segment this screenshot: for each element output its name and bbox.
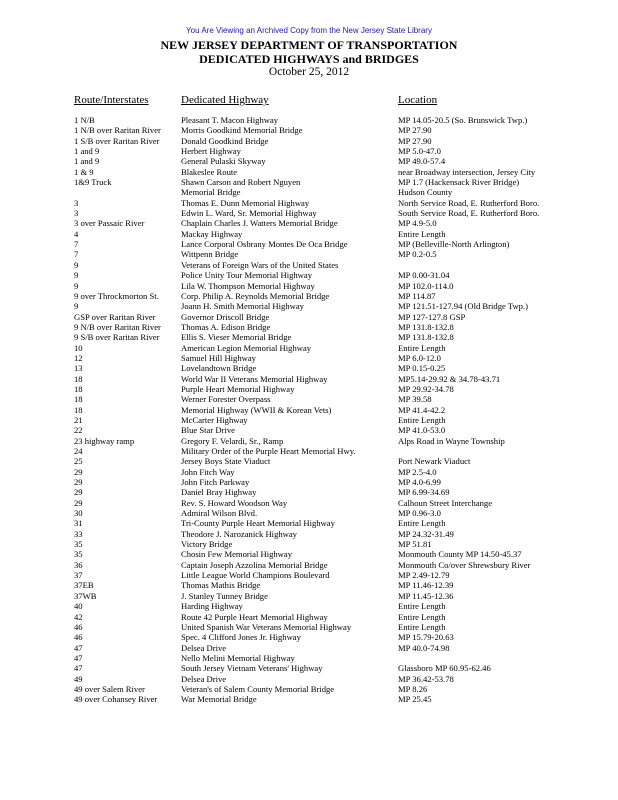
table-row	[0, 467, 618, 477]
location-cell: MP 8.26	[398, 683, 428, 694]
route-cell: 42	[74, 611, 83, 622]
highway-cell: General Pulaski Skyway	[181, 156, 266, 167]
route-cell: 18	[74, 404, 83, 415]
table-row	[0, 632, 618, 642]
table-row	[0, 322, 618, 332]
route-cell: 37WB	[74, 590, 97, 601]
location-cell: Entire Length	[398, 228, 446, 239]
highway-cell: McCarter Highway	[181, 414, 248, 425]
table-row	[0, 405, 618, 415]
document-date: October 25, 2012	[268, 66, 350, 78]
route-cell: 1 S/B over Raritan River	[74, 135, 160, 146]
route-cell: 36	[74, 559, 83, 570]
highway-cell: J. Stanley Tunney Bridge	[181, 590, 268, 601]
highway-cell: Memorial Highway (WWII & Korean Vets)	[181, 404, 332, 415]
table-row	[0, 249, 618, 259]
highway-cell: John Fitch Parkway	[181, 477, 250, 488]
route-cell: 46	[74, 632, 83, 643]
highway-cell: Daniel Bray Highway	[181, 487, 257, 498]
table-row	[0, 529, 618, 539]
route-cell: 22	[74, 425, 83, 436]
route-cell: 33	[74, 528, 83, 539]
location-cell: MP 127-127.8 GSP	[398, 311, 466, 322]
location-cell: Port Newark Viaduct	[398, 456, 471, 467]
table-row	[0, 456, 618, 466]
route-cell: 29	[74, 487, 83, 498]
table-row	[0, 239, 618, 249]
highway-cell: Gregory F. Velardi, Sr., Ramp	[181, 435, 284, 446]
table-row	[0, 198, 618, 208]
route-cell: 9 N/B over Raritan River	[74, 321, 161, 332]
highway-cell: Werner Forester Overpass	[181, 394, 271, 405]
table-row	[0, 487, 618, 497]
location-cell: MP 49.0-57.4	[398, 156, 446, 167]
dedications-table	[0, 115, 618, 705]
location-cell: MP 1.7 (Hackensack River Bridge)	[398, 177, 520, 188]
table-row	[0, 353, 618, 363]
route-cell: 23 highway ramp	[74, 435, 135, 446]
route-cell: 9	[74, 259, 79, 270]
location-cell: MP 5.0-47.0	[398, 146, 441, 157]
table-row	[0, 477, 618, 487]
route-cell: 40	[74, 601, 83, 612]
location-cell: Hudson County	[398, 187, 453, 198]
location-cell: MP 2.5-4.0	[398, 466, 437, 477]
highway-cell: Joann H. Smith Memorial Highway	[181, 301, 304, 312]
route-cell: 7	[74, 239, 79, 250]
location-cell: MP 51.81	[398, 539, 432, 550]
highway-cell: Herbert Highway	[181, 146, 241, 157]
highway-cell: Lance Corporal Osbrany Montes De Oca Bridge	[181, 239, 348, 250]
highway-cell: Admiral Wilson Blvd.	[181, 508, 258, 519]
route-cell: 9	[74, 270, 79, 281]
table-row	[0, 425, 618, 435]
route-cell: 1 and 9	[74, 156, 100, 167]
highway-cell: United Spanish War Veterans Memorial Highway	[181, 621, 352, 632]
table-row	[0, 415, 618, 425]
route-cell: 47	[74, 652, 83, 663]
highway-cell: Samuel Hill Highway	[181, 352, 256, 363]
table-row	[0, 384, 618, 394]
location-cell: MP 25.45	[398, 694, 432, 705]
location-cell: MP 11.46-12.39	[398, 580, 454, 591]
location-cell: Alps Road in Wayne Township	[398, 435, 505, 446]
location-cell: MP 36.42-53.78	[398, 673, 454, 684]
highway-cell: Ellis S. Vieser Memorial Bridge	[181, 332, 292, 343]
table-row	[0, 663, 618, 673]
location-cell: MP 14.05-20.5 (So. Brunswick Twp.)	[398, 115, 528, 125]
route-cell: 35	[74, 549, 83, 560]
archive-banner: You Are Viewing an Archived Copy from the New Jersey State Library	[186, 26, 432, 35]
highway-cell: Pleasant T. Macon Highway	[181, 115, 279, 125]
route-cell: 47	[74, 663, 83, 674]
highway-cell: South Jersey Vietnam Veterans' Highway	[181, 663, 323, 674]
location-cell: MP 6.99-34.69	[398, 487, 450, 498]
highway-cell: Mackay Highway	[181, 228, 243, 239]
document-title: NEW JERSEY DEPARTMENT OF TRANSPORTATION	[160, 38, 458, 52]
location-cell: near Broadway intersection, Jersey City	[398, 166, 536, 177]
table-row	[0, 498, 618, 508]
table-row	[0, 394, 618, 404]
table-row	[0, 156, 618, 166]
highway-cell: John Fitch Way	[181, 466, 235, 477]
highway-cell: Blue Star Drive	[181, 425, 235, 436]
highway-cell: Thomas A. Edison Bridge	[181, 321, 271, 332]
highway-cell: Military Order of the Purple Heart Memorial Hwy.	[181, 446, 356, 456]
table-row	[0, 229, 618, 239]
location-cell: MP 2.49-12.79	[398, 570, 450, 581]
table-row	[0, 549, 618, 559]
location-cell: MP 24.32-31.49	[398, 528, 454, 539]
route-cell: 13	[74, 363, 83, 374]
highway-cell: War Memorial Bridge	[181, 694, 257, 705]
route-cell: 46	[74, 621, 83, 632]
column-header-location: Location	[398, 94, 438, 106]
table-row	[0, 208, 618, 218]
highway-cell: Tri-County Purple Heart Memorial Highway	[181, 518, 335, 529]
highway-cell: Lila W. Thompson Memorial Highway	[181, 280, 315, 291]
location-cell: MP 15.79-20.63	[398, 632, 454, 643]
location-cell: Entire Length	[398, 611, 446, 622]
highway-cell: Victory Bridge	[181, 539, 233, 550]
table-row	[0, 270, 618, 280]
route-cell: 49	[74, 673, 83, 684]
table-row	[0, 363, 618, 373]
location-cell: MP 29.92-34.78	[398, 383, 454, 394]
location-cell: MP 121.51-127.94 (Old Bridge Twp.)	[398, 301, 528, 312]
highway-cell: World War II Veterans Memorial Highway	[181, 373, 328, 384]
highway-cell: Delsea Drive	[181, 642, 227, 653]
location-cell: MP 0.00-31.04	[398, 270, 450, 281]
table-row	[0, 539, 618, 549]
table-row	[0, 218, 618, 228]
location-cell: MP (Belleville-North Arlington)	[398, 239, 510, 250]
table-row	[0, 125, 618, 135]
highway-cell: Route 42 Purple Heart Memorial Highway	[181, 611, 328, 622]
highway-cell: Governor Driscoll Bridge	[181, 311, 270, 322]
location-cell: MP 0.96-3.0	[398, 508, 441, 519]
highway-cell: Jersey Boys State Viaduct	[181, 456, 271, 467]
location-cell: MP 4.0-6.99	[398, 477, 441, 488]
table-row	[0, 643, 618, 653]
table-row	[0, 343, 618, 353]
location-cell: MP 131.8-132.8	[398, 321, 454, 332]
location-cell: MP 102.0-114.0	[398, 280, 454, 291]
location-cell: Monmouth Co/over Shrewsbury River	[398, 559, 531, 570]
route-cell: 12	[74, 352, 83, 363]
route-cell: 7	[74, 249, 79, 260]
table-row	[0, 177, 618, 187]
table-row	[0, 187, 618, 197]
highway-cell: American Legion Memorial Highway	[181, 342, 312, 353]
highway-cell: Memorial Bridge	[181, 187, 241, 198]
location-cell: South Service Road, E. Rutherford Boro.	[398, 208, 540, 219]
table-row	[0, 674, 618, 684]
table-row	[0, 136, 618, 146]
route-cell: 9 over Throckmorton St.	[74, 290, 159, 301]
location-cell: MP 41.4-42.2	[398, 404, 446, 415]
document-subtitle: DEDICATED HIGHWAYS and BRIDGES	[199, 52, 419, 66]
table-row	[0, 260, 618, 270]
location-cell: Entire Length	[398, 414, 446, 425]
route-cell: 18	[74, 373, 83, 384]
highway-cell: Shawn Carson and Robert Nguyen	[181, 177, 301, 188]
highway-cell: Captain Joseph Azzolina Memorial Bridge	[181, 559, 328, 570]
route-cell: 1 N/B over Raritan River	[74, 125, 161, 136]
highway-cell: Little League World Champions Boulevard	[181, 570, 330, 581]
route-cell: 1 N/B	[74, 115, 95, 125]
location-cell: North Service Road, E. Rutherford Boro.	[398, 197, 540, 208]
location-cell: MP 40.0-74.98	[398, 642, 450, 653]
route-cell: 3	[74, 197, 79, 208]
table-row	[0, 570, 618, 580]
table-row	[0, 622, 618, 632]
location-cell: MP 11.45-12.36	[398, 590, 454, 601]
route-cell: 18	[74, 383, 83, 394]
location-cell: Glassboro MP 60.95-62.46	[398, 663, 491, 674]
route-cell: 29	[74, 477, 83, 488]
highway-cell: Harding Highway	[181, 601, 243, 612]
route-cell: 9	[74, 301, 79, 312]
highway-cell: Nello Melini Memorial Highway	[181, 652, 295, 663]
highway-cell: Donald Goodkind Bridge	[181, 135, 269, 146]
location-cell: Entire Length	[398, 518, 446, 529]
table-row	[0, 591, 618, 601]
route-cell: 18	[74, 394, 83, 405]
table-row	[0, 684, 618, 694]
table-row	[0, 560, 618, 570]
route-cell: 37	[74, 570, 83, 581]
table-row	[0, 518, 618, 528]
table-row	[0, 332, 618, 342]
route-cell: 24	[74, 446, 83, 456]
route-cell: 9	[74, 280, 79, 291]
table-row	[0, 436, 618, 446]
location-cell: Entire Length	[398, 601, 446, 612]
location-cell: MP 27.90	[398, 125, 432, 136]
highway-cell: Purple Heart Memorial Highway	[181, 383, 295, 394]
location-cell: Monmouth County MP 14.50-45.37	[398, 549, 522, 560]
highway-cell: Blakeslee Route	[181, 166, 238, 177]
highway-cell: Theodore J. Narozanick Highway	[181, 528, 297, 539]
route-cell: 10	[74, 342, 83, 353]
location-cell: MP 41.0-53.0	[398, 425, 446, 436]
route-cell: 31	[74, 518, 83, 529]
highway-cell: Edwin L. Ward, Sr. Memorial Highway	[181, 208, 317, 219]
table-row	[0, 281, 618, 291]
route-cell: 29	[74, 497, 83, 508]
table-row	[0, 601, 618, 611]
highway-cell: Rev. S. Howard Woodson Way	[181, 497, 288, 508]
location-cell: MP 39.58	[398, 394, 432, 405]
highway-cell: Thomas E. Dunn Memorial Highway	[181, 197, 310, 208]
route-cell: GSP over Raritan River	[74, 311, 156, 322]
table-row	[0, 291, 618, 301]
highway-cell: Veterans of Foreign Wars of the United States	[181, 259, 339, 270]
table-row	[0, 312, 618, 322]
route-cell: 47	[74, 642, 83, 653]
location-cell: MP5.14-29.92 & 34.78-43.71	[398, 373, 501, 384]
location-cell: MP 131.8-132.8	[398, 332, 454, 343]
location-cell: Entire Length	[398, 342, 446, 353]
route-cell: 49 over Salem River	[74, 683, 145, 694]
column-header-highway: Dedicated Highway	[181, 94, 269, 106]
location-cell: MP 4.9-5.0	[398, 218, 437, 229]
highway-cell: Veteran's of Salem County Memorial Bridge	[181, 683, 335, 694]
route-cell: 1 & 9	[74, 166, 94, 177]
route-cell: 4	[74, 228, 79, 239]
highway-cell: Corp. Philip A. Reynolds Memorial Bridge	[181, 290, 330, 301]
route-cell: 21	[74, 414, 83, 425]
route-cell: 9 S/B over Raritan River	[74, 332, 160, 343]
highway-cell: Delsea Drive	[181, 673, 227, 684]
table-row	[0, 301, 618, 311]
table-row	[0, 653, 618, 663]
highway-cell: Chosin Few Memorial Highway	[181, 549, 292, 560]
location-cell: MP 0.2-0.5	[398, 249, 437, 260]
route-cell: 29	[74, 466, 83, 477]
table-row	[0, 146, 618, 156]
route-cell: 49 over Cohansey River	[74, 694, 158, 705]
route-cell: 37EB	[74, 580, 94, 591]
table-row	[0, 167, 618, 177]
highway-cell: Chaplain Charles J. Watters Memorial Bridge	[181, 218, 338, 229]
route-cell: 3 over Passaic River	[74, 218, 145, 229]
route-cell: 1 and 9	[74, 146, 100, 157]
location-cell: MP 0.15-0.25	[398, 363, 446, 374]
table-row	[0, 508, 618, 518]
location-cell: MP 27.90	[398, 135, 432, 146]
highway-cell: Spec. 4 Clifford Jones Jr. Highway	[181, 632, 301, 643]
location-cell: MP 114.87	[398, 290, 436, 301]
table-row	[0, 374, 618, 384]
location-cell: Calhoun Street Interchange	[398, 497, 493, 508]
route-cell: 35	[74, 539, 83, 550]
table-row	[0, 612, 618, 622]
table-row	[0, 446, 618, 456]
route-cell: 3	[74, 208, 79, 219]
table-row	[0, 580, 618, 590]
route-cell: 30	[74, 508, 83, 519]
highway-cell: Police Unity Tour Memorial Highway	[181, 270, 312, 281]
column-header-route: Route/Interstates	[74, 94, 149, 106]
table-row	[0, 694, 618, 704]
route-cell: 1&9 Truck	[74, 177, 112, 188]
highway-cell: Lovelandtown Bridge	[181, 363, 257, 374]
highway-cell: Wittpenn Bridge	[181, 249, 239, 260]
highway-cell: Thomas Mathis Bridge	[181, 580, 261, 591]
location-cell: Entire Length	[398, 621, 446, 632]
location-cell: MP 6.0-12.0	[398, 352, 441, 363]
route-cell: 25	[74, 456, 83, 467]
table-row	[0, 115, 618, 125]
highway-cell: Morris Goodkind Memorial Bridge	[181, 125, 303, 136]
